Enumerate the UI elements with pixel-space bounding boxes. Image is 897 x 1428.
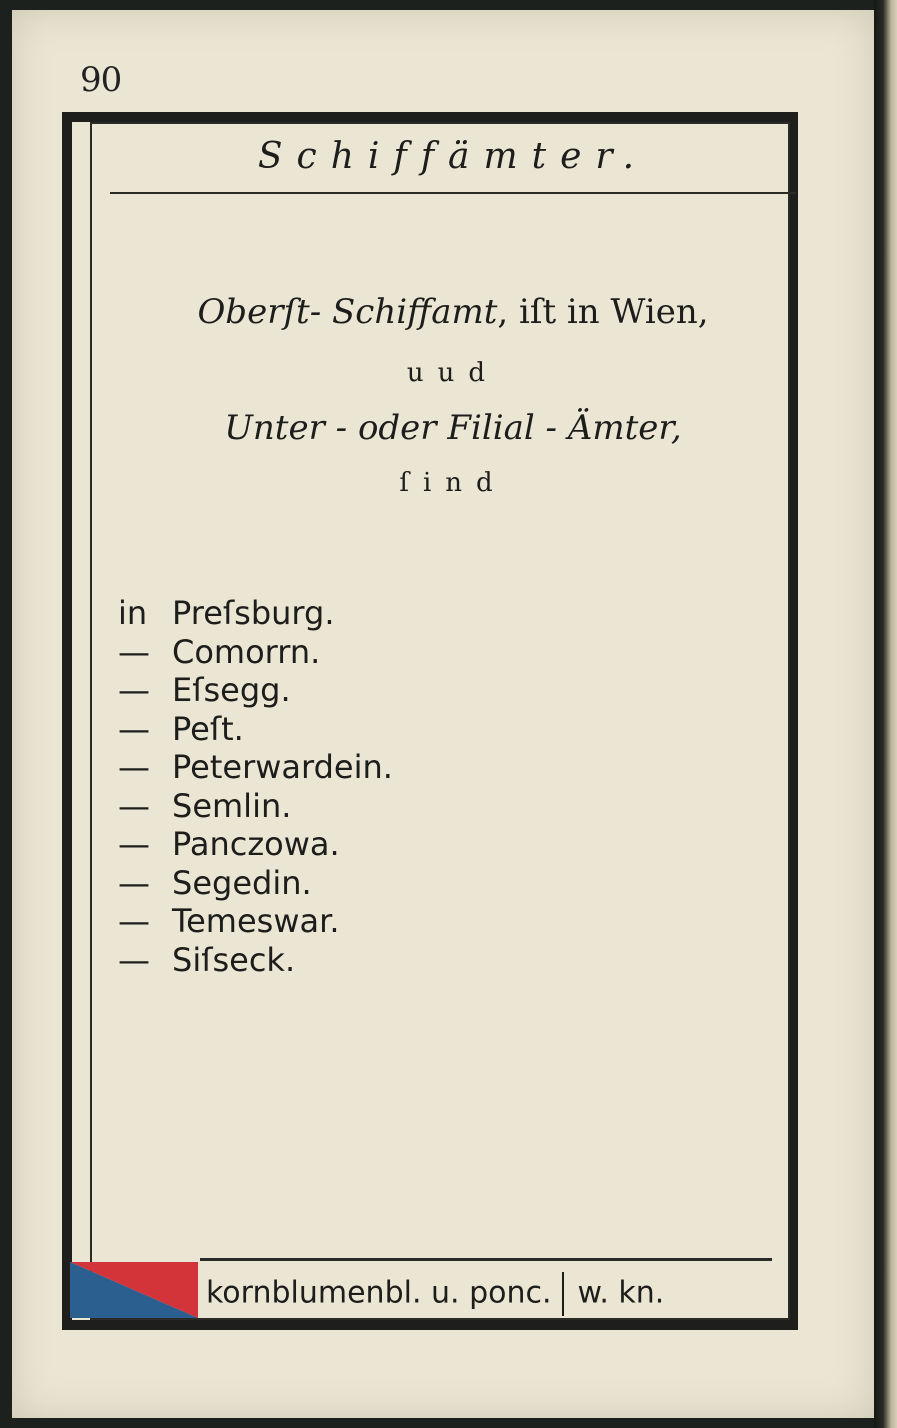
intro-line-are: ſind [399,468,507,498]
locations-list [118,594,393,979]
list-item: — Eſsegg. [118,671,291,709]
intro-line-main-office [110,292,796,332]
intro-line-branch-offices: Unter - oder Filial - Ämter, [224,408,682,448]
title-divider [110,192,796,194]
page-number: 90 [80,60,122,100]
list-item: — Temeswar. [118,902,340,940]
list-item: — Semlin. [118,786,292,825]
intro-line-and: uud [406,358,500,388]
list-item: — Siſseck. [118,940,296,979]
color-legend [206,1272,664,1316]
list-item: in Preſsburg. [118,594,335,632]
main-office-name: Oberſt- Schiffamt [197,292,498,332]
page-title: Schiffämter. [257,136,649,177]
list-item: — Peterwardein. [118,748,393,786]
list-item: — Panczowa. [118,825,340,863]
legend-divider [200,1258,772,1261]
main-office-location: , iſt in Wien, [497,292,709,332]
adjacent-page-edge [874,0,897,1428]
legend-note: w. kn. [577,1275,665,1311]
list-item: — Segedin. [118,863,312,902]
legend-colors: kornblumenbl. u. ponc. [206,1275,552,1311]
legend-separator [562,1272,564,1316]
color-swatch [70,1262,198,1318]
color-swatch-graphic [70,1262,198,1318]
list-item: — Peſt. [118,709,244,748]
list-item: — Comorrn. [118,632,321,671]
